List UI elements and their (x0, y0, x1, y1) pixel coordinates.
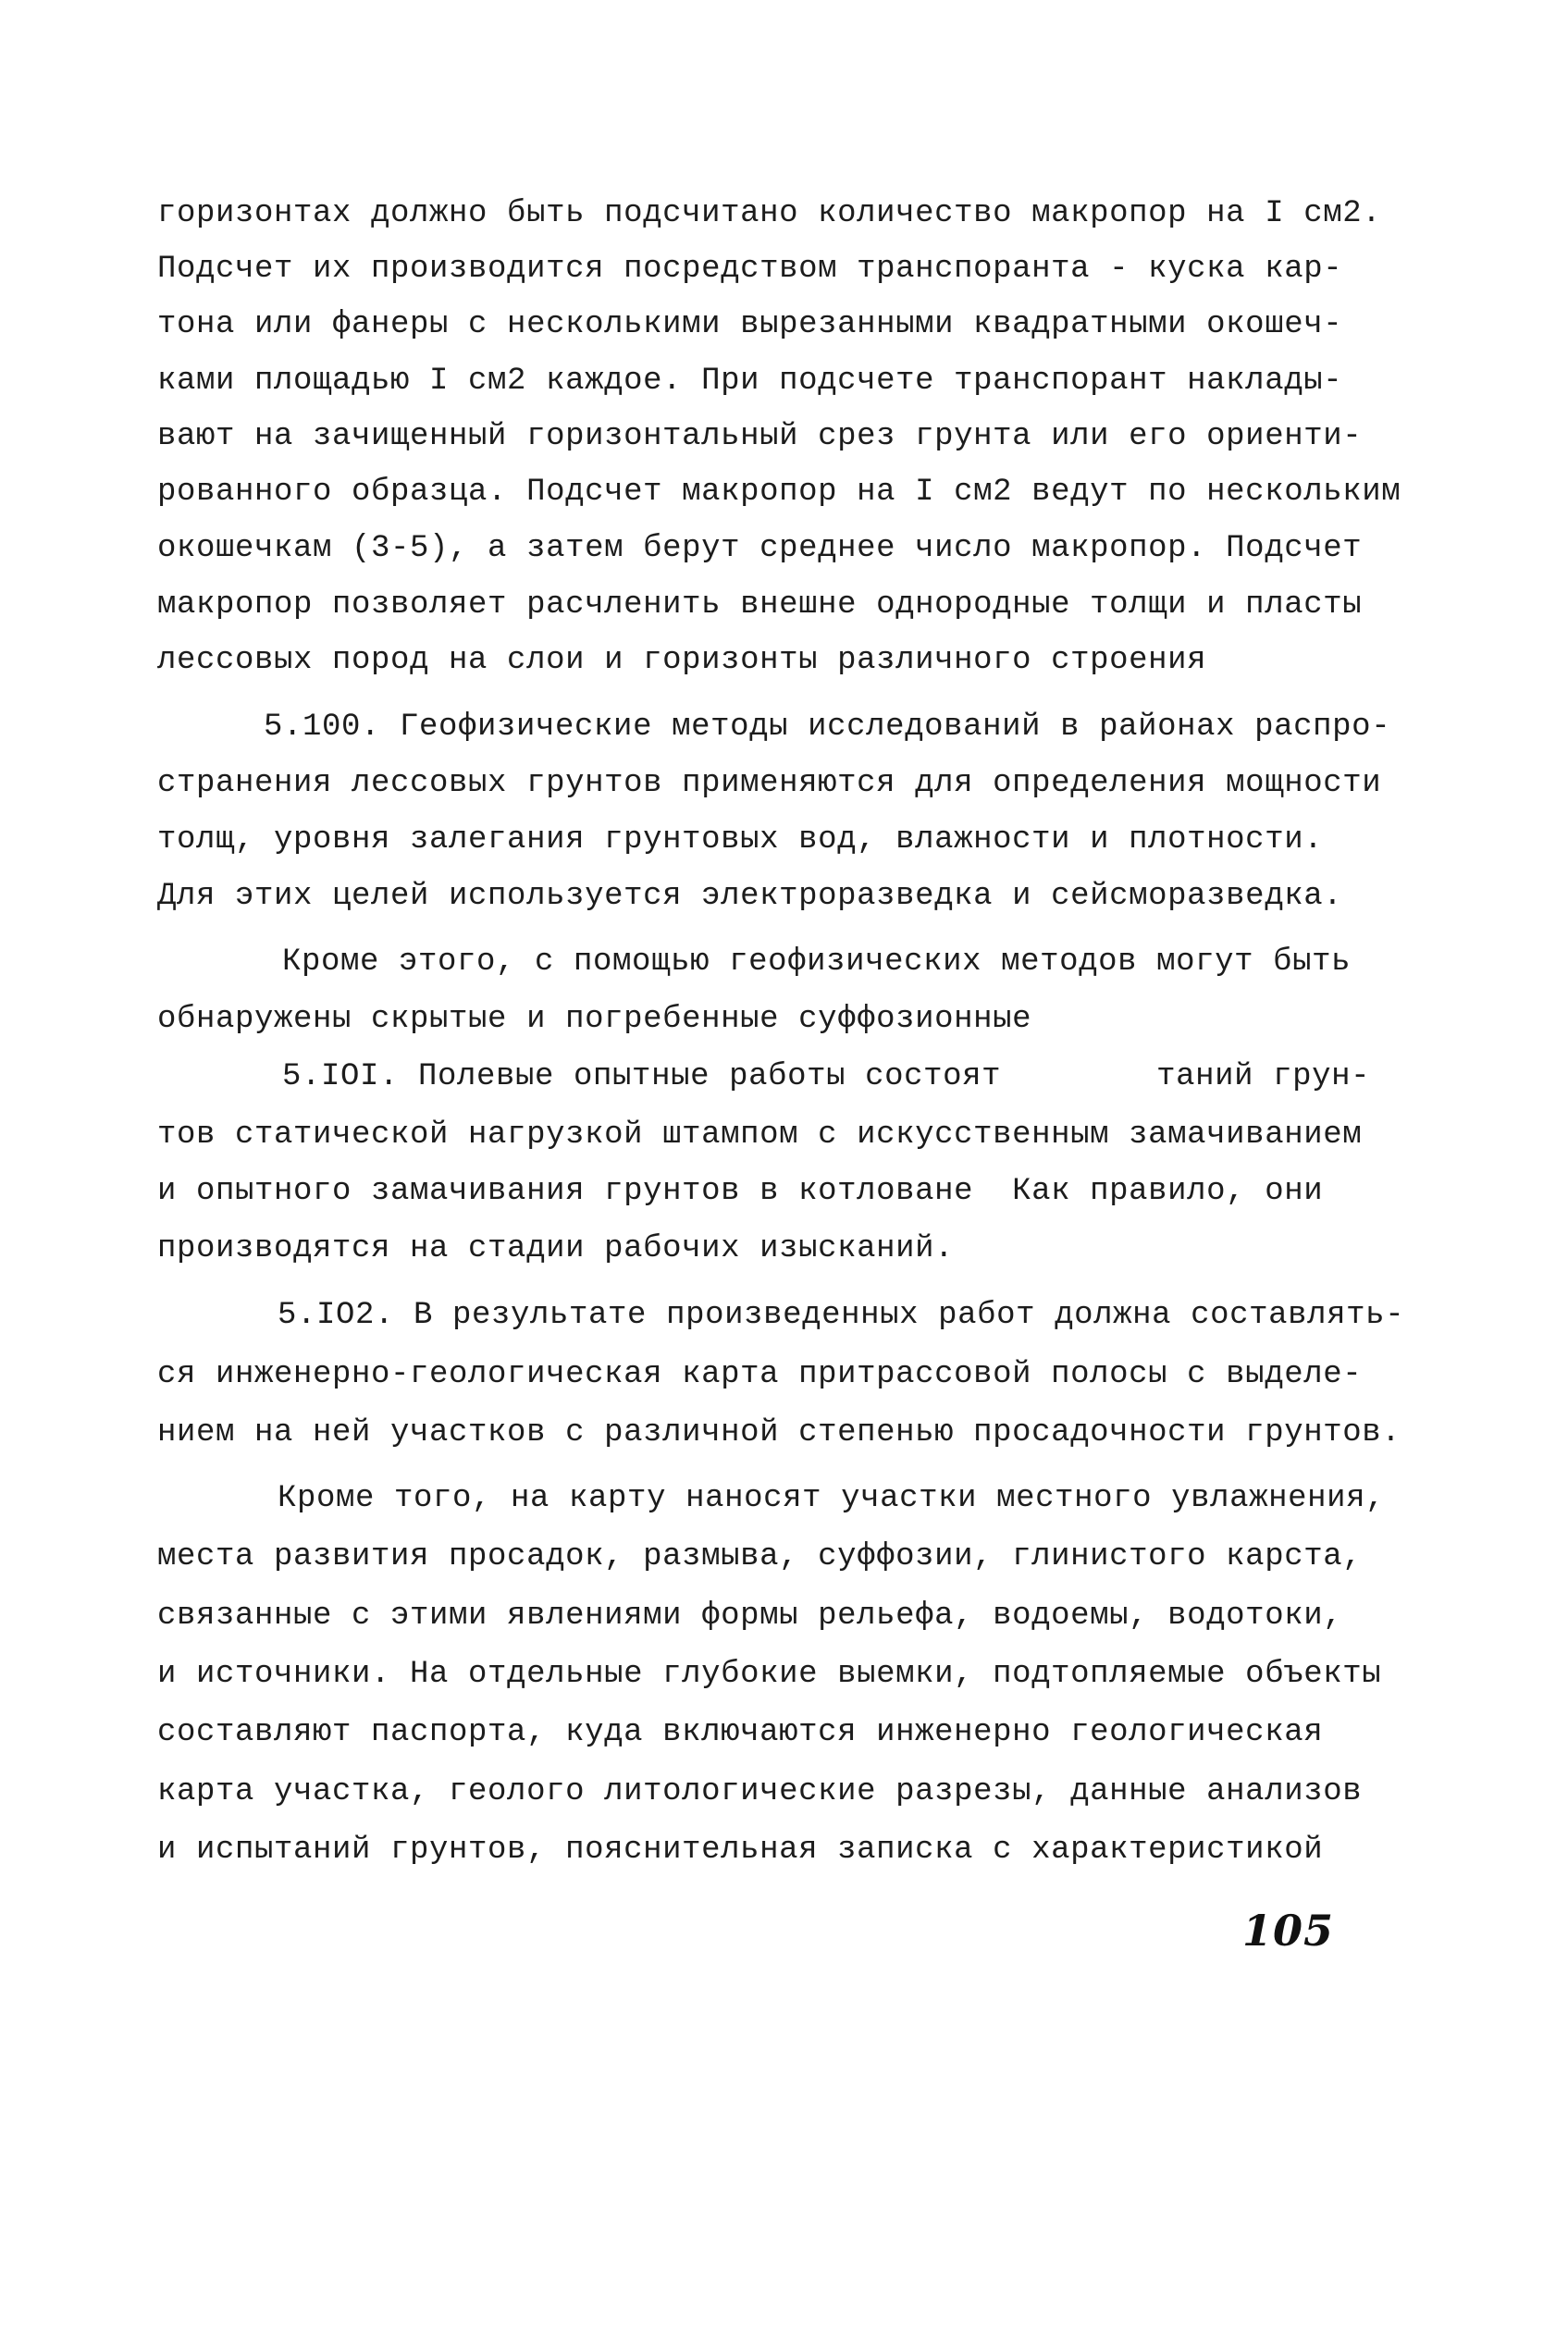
text-line-24: места развития просадок, размыва, суффозии, глинистого карста, (157, 1539, 1363, 1574)
text-line-18: и опытного замачивания грунтов в котловане Как правило, они (157, 1174, 1324, 1209)
text-line-13: Для этих целей используется электроразведка и сейсморазведка. (157, 879, 1343, 914)
text-line-25: связанные с этими явлениями формы рельефа, водоемы, водотоки, (157, 1599, 1343, 1634)
text-line-11: странения лессовых грунтов применяются для определения мощности (157, 766, 1382, 801)
text-line-22: нием на ней участков с различной степенью просадочности грунтов. (157, 1415, 1401, 1450)
text-line-6: рованного образца. Подсчет макропор на I см2 ведут по нескольким (157, 475, 1401, 510)
text-line-19: производятся на стадии рабочих изысканий. (157, 1231, 955, 1266)
text-line-9: лессовых пород на слои и горизонты различного строения (157, 643, 1207, 678)
text-line-1: горизонтах должно быть подсчитано количество макропор на I см2. (157, 196, 1382, 231)
text-line-2: Подсчет их производится посредством транспоранта - куска кар- (157, 252, 1343, 287)
text-line-5: вают на зачищенный горизонтальный срез грунта или его ориенти- (157, 419, 1363, 454)
text-line-17: тов статической нагрузкой штампом с искусственным замачиванием (157, 1117, 1363, 1153)
text-line-21: ся инженерно-геологическая карта притрассовой полосы с выделе- (157, 1357, 1363, 1392)
text-line-3: тона или фанеры с несколькими вырезанными квадратными окошеч- (157, 307, 1343, 342)
text-line-15: обнаружены скрытые и погребенные суффозионные (157, 1002, 1032, 1037)
text-line-4: ками площадью I см2 каждое. При подсчете транспорант наклады- (157, 364, 1343, 399)
text-line-26: и источники. На отдельные глубокие выемки, подтопляемые объекты (157, 1657, 1382, 1692)
text-line-12: толщ, уровня залегания грунтовых вод, влажности и плотности. (157, 822, 1324, 858)
page-number: 105 (1242, 1906, 1335, 1956)
text-line-23: Кроме того, на карту наносят участки местного увлажнения, (278, 1481, 1386, 1516)
text-line-28: карта участка, геолого литологические разрезы, данные анализов (157, 1774, 1363, 1809)
text-line-20: 5.IO2. В результате произведенных работ должна составлять- (278, 1298, 1405, 1333)
text-line-7: окошечкам (3-5), а затем берут среднее число макропор. Подсчет (157, 531, 1363, 566)
text-line-10: 5.100. Геофизические методы исследований в районах распро- (264, 710, 1391, 745)
text-line-8: макропор позволяет расчленить внешне однородные толщи и пласты (157, 587, 1363, 623)
text-line-27: составляют паспорта, куда включаются инженерно геологическая (157, 1715, 1324, 1750)
text-line-16: 5.IOI. Полевые опытные работы состоят таний грун- (282, 1059, 1371, 1094)
text-line-14: Кроме этого, с помощью геофизических методов могут быть (282, 944, 1352, 980)
text-line-29: и испытаний грунтов, пояснительная записка с характеристикой (157, 1833, 1324, 1868)
